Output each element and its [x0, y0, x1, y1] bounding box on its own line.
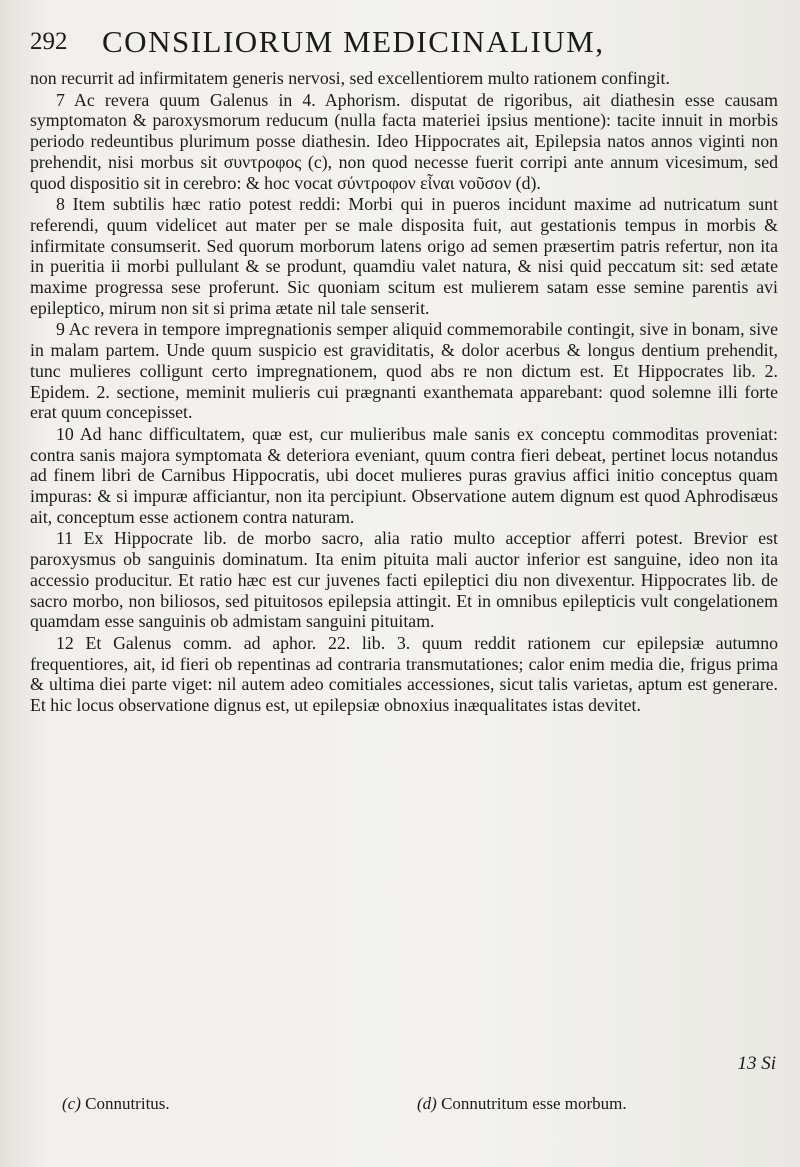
footnote-text: Connutritus. — [85, 1094, 170, 1113]
footnote-text: Connutritum esse morbum. — [441, 1094, 627, 1113]
body-text — [30, 68, 778, 716]
paragraph-9: 9 Ac revera in tempore impregnationis semper aliquid commemorabile contingit, sive in bonam, sive in malam partem. Unde quum suspicio est graviditatis, & dolor acerbus & longus dentium prehendit, tunc mulieres colligunt certo impregnationem, quod abs re non dictum est. Et Hippocrates lib. 2. Epidem. 2. sectione, meminit mulieris cui prægnanti exanthemata apparebant: quod solemne illi forte erat quum concepisset. — [30, 319, 778, 423]
page-header — [30, 24, 770, 64]
paragraph-10: 10 Ad hanc difficultatem, quæ est, cur mulieribus male sanis ex conceptu commoditas proveniat: contra sanis majora symptomata & deteriora eveniant, quum contra fieri debeat, pertinet locus notandus ad finem libri de Carnibus Hippocratis, ubi docet mulieres puras gravius affici initio conceptus quam impuras: & si impuræ afficiantur, non ita percipiunt. Observatione autem dignum est quod Aphrodisæus ait, conceptum esse actionem contra naturam. — [30, 423, 778, 527]
paragraph-12: 12 Et Galenus comm. ad aphor. 22. lib. 3. quum reddit rationem cur epilepsiæ autumno frequentiores, ait, id fieri ob repentinas ad contraria transmutationes; calor enim media die, frigus prima & ultima diei parte viget: nil autem adeo comitiales accessiones, sicut talis varietas, aptum est generare. Et hic locus observatione dignus est, ut epilepsiæ obnoxius inæqualitates istas devitet. — [30, 632, 778, 716]
page-number: 292 — [30, 28, 68, 55]
footnote-d — [417, 1094, 627, 1114]
paragraph-continuation: non recurrit ad infirmitatem generis nervosi, sed excellentiorem multo rationem confingit. — [30, 68, 670, 88]
paragraph-11: 11 Ex Hippocrate lib. de morbo sacro, alia ratio multo acceptior afferri potest. Brevior est paroxysmus ob sanguinis dominatum. Ita enim pituita mali auctor inferior est sanguine, ideo non ita accessio producitur. Et ratio hæc est cur juvenes facti epileptici diu non divexentur. Hippocrates lib. de sacro morbo, non biliosos, sed pituitosos epilepsia attingit. Et in omnibus epilepticis vult congelationem quamdam esse sanguinis ob admistam sanguini pituitam. — [30, 528, 778, 632]
paragraph-7: 7 Ac revera quum Galenus in 4. Aphorism. disputat de rigoribus, ait diathesin esse causam symptomaton & paroxysmorum reducum (nulla facta materiei ipsius mentione): tacite innuit in morbis periodo redeuntibus plurimum posse diathesin. Ideo Hippocrates ait, Epilepsia natos annos viginti non prehendit, nisi morbus sit συντροφος (c), non quod necesse fuerit corripi ante annum vicesimum, sed quod dispositio sit in cerebro: & hoc vocat σύντροφον εἶναι νοῦσον (d). — [30, 89, 778, 193]
footnote-mark: (c) — [62, 1094, 81, 1113]
paragraph-8: 8 Item subtilis hæc ratio potest reddi: Morbi qui in pueros incidunt maxime ad nutricatum sunt referendi, quum videlicet aut mater per se male disposita fuit, aut gestationis tempus in morbis & infirmitate consumserit. Sed quorum morborum latens origo ad semen præsertim patris refertur, non ita in pueritia ii morbi pullulant & se produnt, quamdiu valet natura, & nisi quid peccatum sit: sed ætate maxime progressa sese proferunt. Sic quoniam scitum est mulierem satam esse semine parentis avi epileptico, mirum non sit si prima ætate nil tale senserit. — [30, 194, 778, 318]
footnote-mark: (d) — [417, 1094, 437, 1113]
footnote-c — [62, 1094, 170, 1114]
catchword: 13 Si — [737, 1053, 776, 1074]
footnotes — [62, 1094, 762, 1124]
running-title: CONSILIORUM MEDICINALIUM, — [102, 24, 605, 59]
